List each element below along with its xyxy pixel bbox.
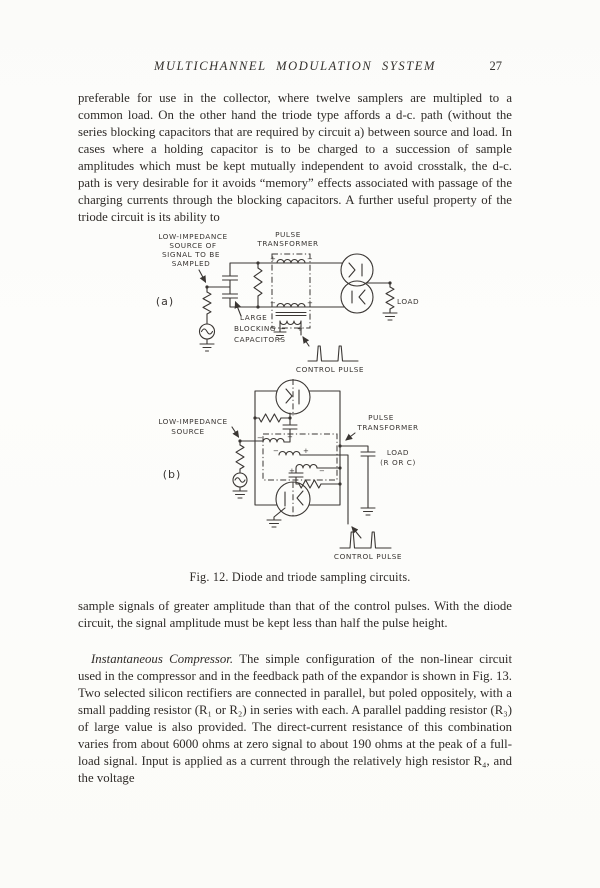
leader-arrow (303, 337, 309, 346)
fig-a-source-label: SIGNAL TO BE (161, 250, 221, 259)
fig-b-wires (240, 391, 368, 524)
leader-arrow (232, 427, 239, 437)
fig-a-source-label: SAMPLED (171, 259, 211, 268)
sine-icon (235, 478, 245, 483)
figure-caption: Fig. 12. Diode and triode sampling circuits. (189, 570, 411, 584)
polarity-sign: − (257, 434, 263, 442)
fig-b-source-label: LOW-IMPEDANCE (158, 417, 228, 426)
polarity-sign: + (303, 447, 309, 455)
polarity-sign: + (297, 325, 303, 333)
page-number: 27 (489, 59, 502, 73)
fig-b-grounds (233, 491, 375, 527)
polarity-sign: + (270, 255, 276, 263)
polarity-sign: + (287, 433, 293, 441)
fig-a-pulse-waveform (308, 346, 358, 361)
paragraph-3 (78, 651, 512, 787)
fig-a-transformer-label: TRANSFORMER (257, 239, 319, 248)
fig-b (158, 379, 418, 561)
polarity-sign: − (273, 447, 279, 455)
fig-b-sublabel: (b) (162, 468, 182, 481)
polarity-sign: − (280, 325, 286, 333)
fig-a-pulse-label: CONTROL PULSE (295, 365, 365, 374)
fig-b-tube-elements (285, 389, 303, 506)
fig-b-transformer-label: TRANSFORMER (357, 423, 419, 432)
fig-a-caps-label: LARGE (240, 313, 268, 322)
fig-b-pulse-label: CONTROL PULSE (333, 552, 403, 561)
fig-b-pulse-waveform (340, 532, 391, 548)
paragraph-2: sample signals of greater amplitude than that of the control pulses. With the diode circuit, the signal amplitude must be kept less than half the pulse height. (78, 599, 512, 630)
paragraph-3-body: The simple configuration of the non-linear circuit used in the compressor and in the feedback path of the expandor is shown in Fig. 13. Two selected silicon rectifiers are connected in parallel, but poled oppositely, with a small padding resistor (R₁ or R₂) in series with each. A parallel padding resistor (R₃) of large value is also provided. The direct-current resistance of this combination varies from about 6000 ohms at zero signal to about 190 ohms at the peak of a full-load signal. Input is applied as a current through the relatively high resistor R₄, and the voltage (78, 652, 512, 785)
polarity-sign: + (289, 467, 295, 475)
fig-a (156, 230, 419, 374)
polarity-sign: − (307, 255, 313, 263)
polarity-sign: − (319, 467, 325, 475)
fig-b-windings (263, 439, 317, 469)
fig-a-core-lines (276, 313, 306, 316)
running-title: MULTICHANNEL MODULATION SYSTEM (153, 59, 437, 73)
fig-a-load-label: LOAD (397, 297, 420, 306)
fig-b-transformer-label: PULSE (368, 413, 394, 422)
fig-a-sublabel: (a) (155, 295, 175, 308)
fig-a-tube-elements (349, 263, 365, 304)
fig-a-transformer-box (272, 254, 310, 328)
polarity-sign: + (307, 299, 313, 307)
fig-a-transformer-label: PULSE (275, 230, 301, 239)
polarity-sign: − (270, 299, 276, 307)
fig-a-caps-label: CAPACITORS (234, 335, 286, 344)
fig-a-source-label: SOURCE OF (169, 241, 217, 250)
paragraph-3-lead: Instantaneous Compressor. (91, 652, 234, 666)
leader-arrow (199, 270, 206, 282)
fig-b-load-label: LOAD (386, 448, 410, 457)
page-header (78, 59, 512, 75)
fig-b-source-label: SOURCE (171, 427, 205, 436)
fig-a-windings (277, 260, 305, 325)
fig-a-caps-label: BLOCKING (234, 324, 277, 333)
leader-arrow (346, 433, 355, 440)
sine-icon (202, 329, 213, 334)
fig-b-load-label: (R OR C) (380, 458, 416, 467)
fig-a-source-label: LOW-IMPEDANCE (158, 232, 228, 241)
paragraph-1: preferable for use in the collector, where twelve samplers are multipled to a common load. On the other hand the triode type affords a d-c. path (without the series blocking capacitors that are required by circuit a) between source and load. In cases where a holding capacitor is to be charged to a succession of sample amplitudes which must be kept mutually independent to avoid crosstalk, the d-c. path is very desirable for it avoids “memory” effects associated with passage of the charging currents through the blocking capacitors. A further useful property of the triode circuit is its ability to (78, 91, 512, 224)
figure-12-diagram (0, 225, 600, 570)
